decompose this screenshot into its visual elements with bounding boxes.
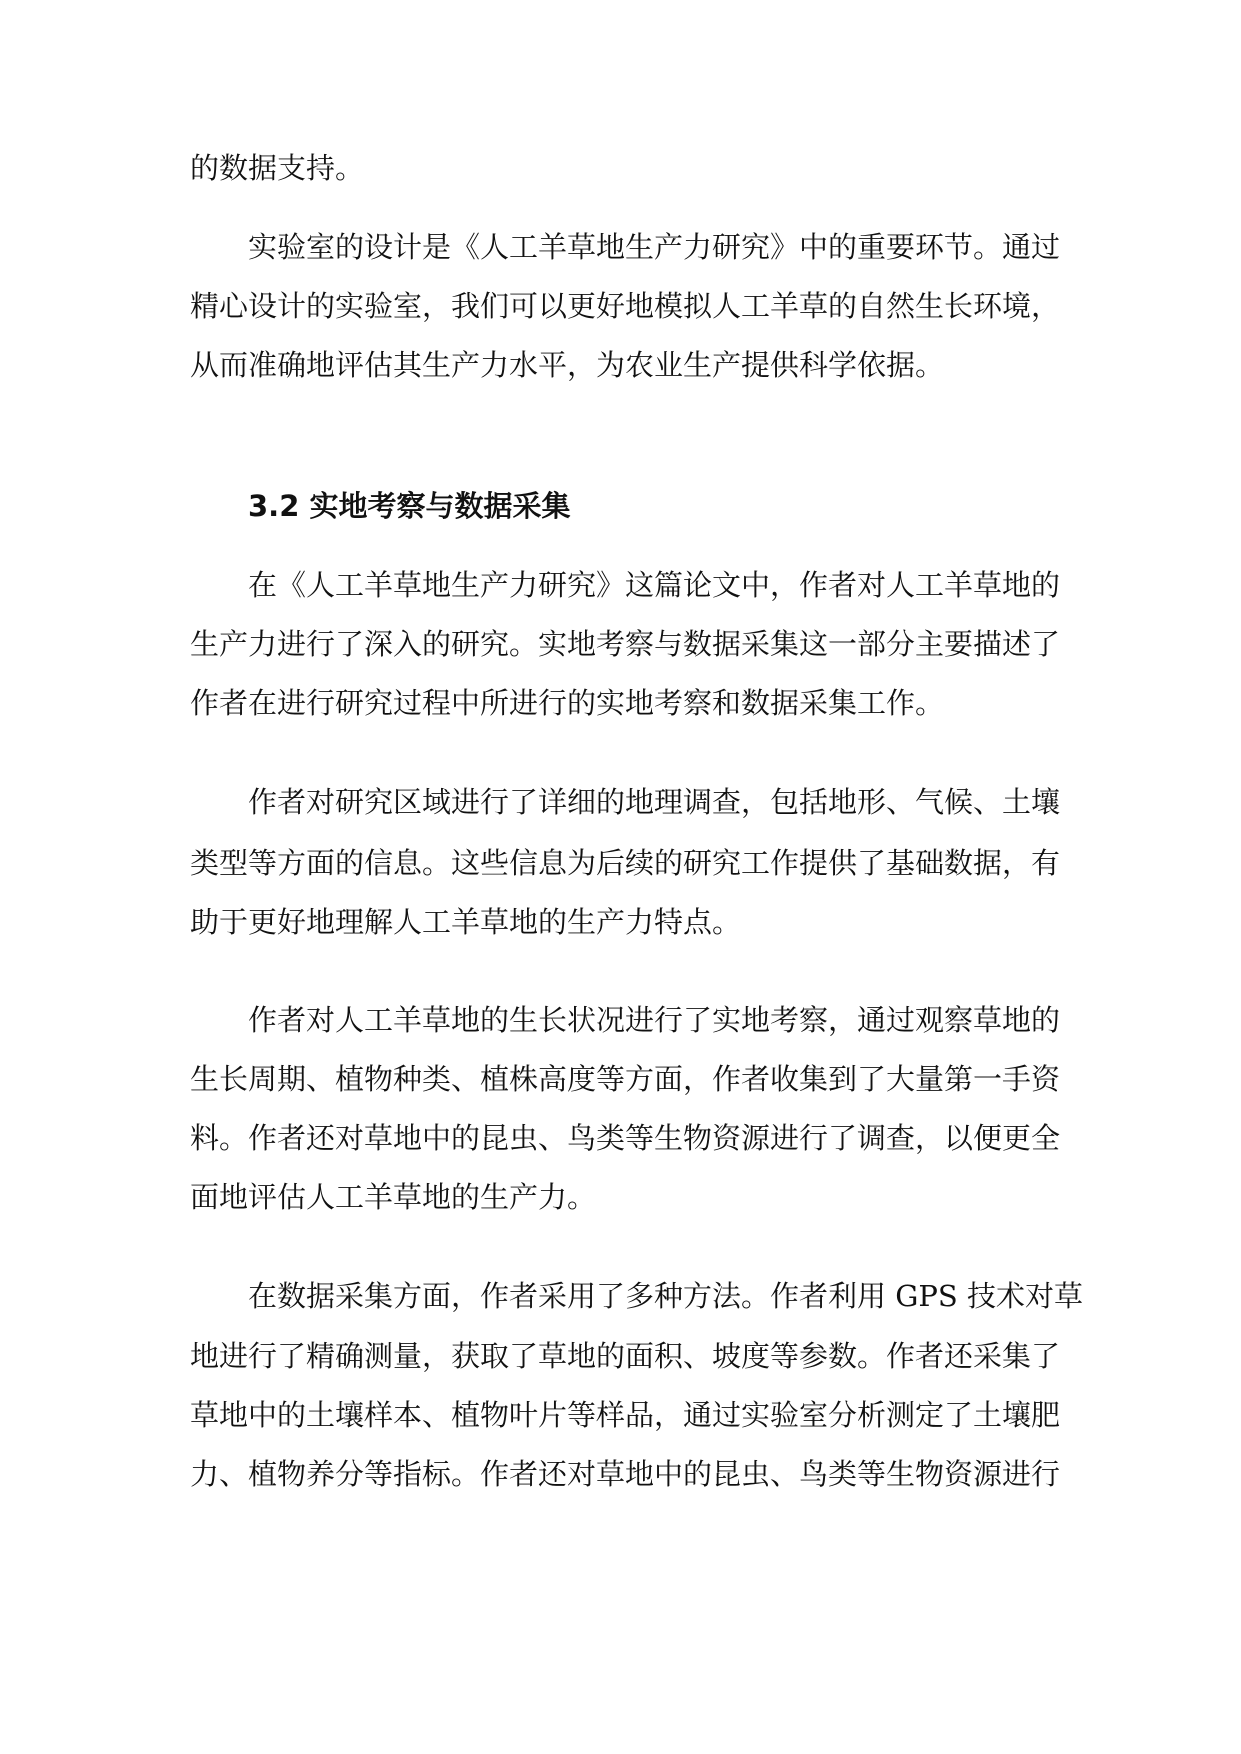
paragraph-line: 在《人工羊草地生产力研究》这篇论文中，作者对人工羊草地的 [248, 568, 1061, 602]
paragraph-line: 作者对研究区域进行了详细的地理调查，包括地形、气候、土壤 [248, 785, 1061, 819]
paragraph-line: 力、植物养分等指标。作者还对草地中的昆虫、鸟类等生物资源进行 [190, 1457, 1061, 1491]
paragraph-line: 在数据采集方面，作者采用了多种方法。作者利用 GPS 技术对草 [248, 1279, 1083, 1313]
paragraph-line: 生产力进行了深入的研究。实地考察与数据采集这一部分主要描述了 [190, 627, 1061, 661]
paragraph-line: 草地中的土壤样本、植物叶片等样品，通过实验室分析测定了土壤肥 [190, 1398, 1061, 1432]
section-heading: 3.2 实地考察与数据采集 [248, 489, 571, 523]
paragraph-line: 生长周期、植物种类、植株高度等方面，作者收集到了大量第一手资 [190, 1062, 1061, 1096]
paragraph-line: 作者对人工羊草地的生长状况进行了实地考察，通过观察草地的 [248, 1003, 1061, 1037]
paragraph-line: 类型等方面的信息。这些信息为后续的研究工作提供了基础数据，有 [190, 846, 1061, 880]
paragraph-line: 面地评估人工羊草地的生产力。 [190, 1180, 597, 1214]
paragraph-line: 实验室的设计是《人工羊草地生产力研究》中的重要环节。通过 [248, 230, 1061, 264]
paragraph-line: 助于更好地理解人工羊草地的生产力特点。 [190, 905, 742, 939]
paragraph-line: 从而准确地评估其生产力水平，为农业生产提供科学依据。 [190, 348, 945, 382]
paragraph-line: 精心设计的实验室，我们可以更好地模拟人工羊草的自然生长环境， [190, 289, 1061, 323]
paragraph-line: 的数据支持。 [190, 151, 365, 185]
paragraph-line: 地进行了精确测量，获取了草地的面积、坡度等参数。作者还采集了 [190, 1339, 1061, 1373]
paragraph-line: 料。作者还对草地中的昆虫、鸟类等生物资源进行了调查，以便更全 [190, 1121, 1061, 1155]
paragraph-line: 作者在进行研究过程中所进行的实地考察和数据采集工作。 [190, 686, 945, 720]
